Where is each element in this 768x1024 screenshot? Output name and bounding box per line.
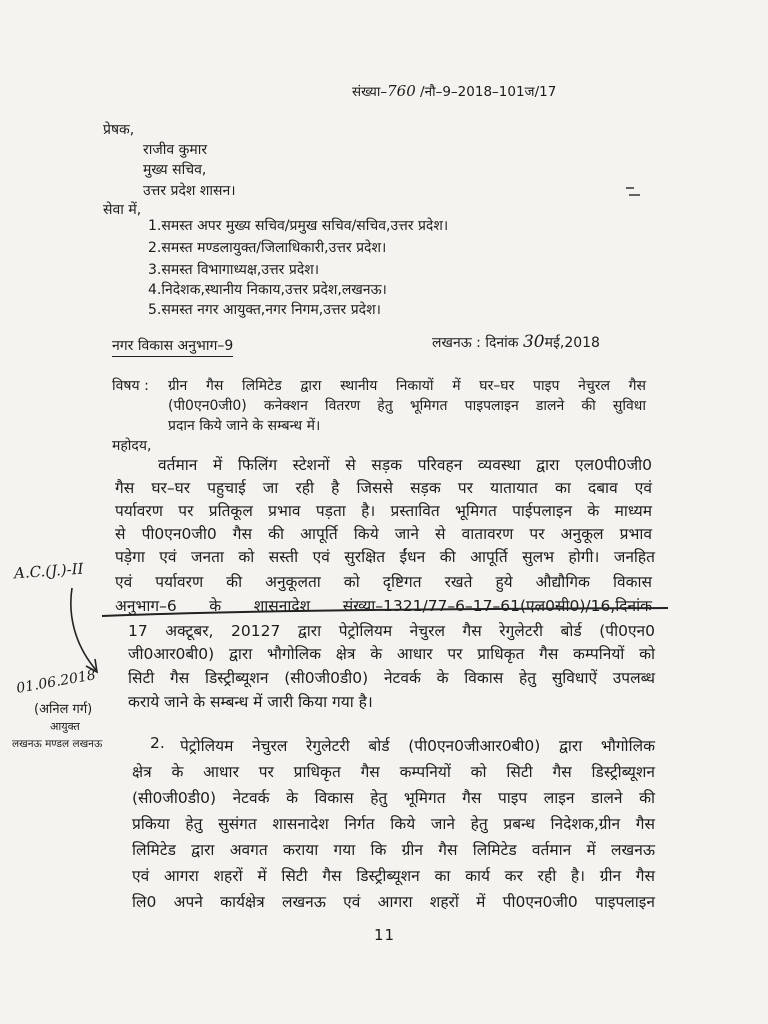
date-handwritten-day: 30 bbox=[522, 332, 545, 352]
section-heading: नगर विकास अनुभाग–9 bbox=[112, 336, 233, 357]
para2-line: प्रकिया हेतु सुसंगत शासनादेश निर्गत किये जाने हेतु प्रबन्ध निदेशक,ग्रीन गैस bbox=[132, 815, 655, 833]
margin-signatory-name: (अनिल गर्ग) bbox=[34, 702, 93, 717]
para1-line: वर्तमान में फिलिंग स्टेशनों से सड़क परिवहन व्यवस्था द्वारा एल0पी0जी0 bbox=[158, 456, 652, 474]
subject-line: ग्रीन गैस लिमिटेड द्वारा स्थानीय निकायों में घर–घर पाइप नेचुरल गैस bbox=[168, 378, 646, 394]
recipient-item: 3.समस्त विभागाध्यक्ष,उत्तर प्रदेश। bbox=[148, 262, 320, 278]
subject-line: (पी0एन0जी0) कनेक्शन वितरण हेतु भूमिगत पाइपलाइन डालने की सुविधा bbox=[168, 398, 646, 414]
para1-line: से पी0एन0जी0 गैस की आपूर्ति किये जाने से वातावरण पर अनुकूल प्रभाव bbox=[115, 525, 652, 543]
para2-line: लि0 अपने कार्यक्षेत्र लखनऊ एवं आगरा शहरों में पी0एन0जी0 पाइपलाइन bbox=[132, 893, 655, 911]
margin-signatory-title: आयुक्त bbox=[50, 720, 80, 733]
para1-line: पड़ेगा एवं जनता को सस्ती एवं सुरक्षित ईंधन की आपूर्ति सुलभ होगी। जनहित bbox=[115, 548, 655, 566]
para2-line: एवं आगरा शहरों में सिटी गैस डिस्ट्रीब्यूशन का कार्य कर रही है। ग्रीन गैस bbox=[132, 867, 655, 885]
para1-line: पर्यावरण पर प्रतिकूल प्रभाव पड़ता है। प्रस्तावित भूमिगत पाईपलाइन के माध्यम bbox=[115, 502, 652, 520]
reference-number: संख्या–760 /नौ–9–2018–101ज/17 bbox=[352, 82, 557, 100]
para1-line: 17 अक्टूबर, 20127 द्वारा पेट्रोलियम नेचुरल गैस रेगुलेटरी बोर्ड (पी0एन0 bbox=[128, 622, 655, 640]
subject-line: प्रदान किये जाने के सम्बन्ध में। bbox=[168, 418, 321, 434]
sender-label: प्रेषक, bbox=[103, 122, 135, 138]
margin-note-ac: A.C.(J.)-II bbox=[13, 559, 85, 583]
para1-line: जी0आर0बी0) द्वारा भौगोलिक क्षेत्र के आधार पर प्राधिकृत गैस कम्पनियों को bbox=[128, 645, 655, 663]
para1-line: सिटी गैस डिस्ट्रीब्यूशन (सी0जी0डी0) नेटवर्क के विकास हेतु सुविधाऐं उपलब्ध bbox=[128, 669, 655, 687]
recipient-item: 4.निदेशक,स्थानीय निकाय,उत्तर प्रदेश,लखनऊ। bbox=[148, 282, 387, 298]
para2-line: पेट्रोलियम नेचुरल रेगुलेटरी बोर्ड (पी0एन0जीआर0बी0) द्वारा भौगोलिक bbox=[180, 737, 655, 755]
recipient-item: 1.समस्त अपर मुख्य सचिव/प्रमुख सचिव/सचिव,उत्तर प्रदेश। bbox=[148, 218, 449, 234]
sender-designation: मुख्य सचिव, bbox=[143, 162, 207, 178]
letter-date: लखनऊ : दिनांक 30मई,2018 bbox=[432, 332, 600, 352]
para2-number: 2. bbox=[150, 734, 165, 752]
recipient-item: 2.समस्त मण्डलायुक्त/जिलाधिकारी,उत्तर प्रदेश। bbox=[148, 240, 387, 256]
recipients-label: सेवा में, bbox=[103, 202, 142, 218]
salutation: महोदय, bbox=[112, 438, 152, 454]
para1-line: अनुभाग–6 के शासनादेश संख्या–1321/77–6–17–61(एल0सी0)/16,दिनांक bbox=[115, 597, 652, 615]
para1-line: एवं पर्यावरण की अनुकूलता को दृष्टिगत रखते हुये औद्यौगिक विकास bbox=[115, 573, 652, 591]
sender-office: उत्तर प्रदेश शासन। bbox=[143, 183, 236, 199]
subject-label: विषय : bbox=[112, 378, 149, 394]
stray-mark bbox=[624, 185, 644, 199]
para2-line: क्षेत्र के आधार पर प्राधिकृत गैस कम्पनियों को सिटी गैस डिस्ट्रीब्यूशन bbox=[132, 763, 655, 781]
para2-line: (सी0जी0डी0) नेटवर्क के विकास हेतु भूमिगत गैस पाइप लाइन डालने की bbox=[132, 789, 655, 807]
para1-line: गैस घर–घर पहुचाई जा रही है जिससे सड़क पर यातायात का दबाव एवं bbox=[115, 479, 652, 497]
sender-name: राजीव कुमार bbox=[143, 142, 208, 158]
page-mark: 11 bbox=[374, 926, 396, 944]
handwritten-underline bbox=[100, 606, 670, 620]
para1-line: कराये जाने के सम्बन्ध में जारी किया गया है। bbox=[128, 693, 373, 711]
para2-line: लिमिटेड द्वारा अवगत कराया गया कि ग्रीन गैस लिमिटेड वर्तमान में लखनऊ bbox=[132, 841, 655, 859]
margin-note-date: 01.06.2018 bbox=[15, 667, 97, 697]
reference-handwritten-number: 760 bbox=[387, 82, 416, 100]
recipient-item: 5.समस्त नगर आयुक्त,नगर निगम,उत्तर प्रदेश। bbox=[148, 302, 381, 318]
margin-signatory-office: लखनऊ मण्डल लखनऊ bbox=[12, 738, 103, 750]
